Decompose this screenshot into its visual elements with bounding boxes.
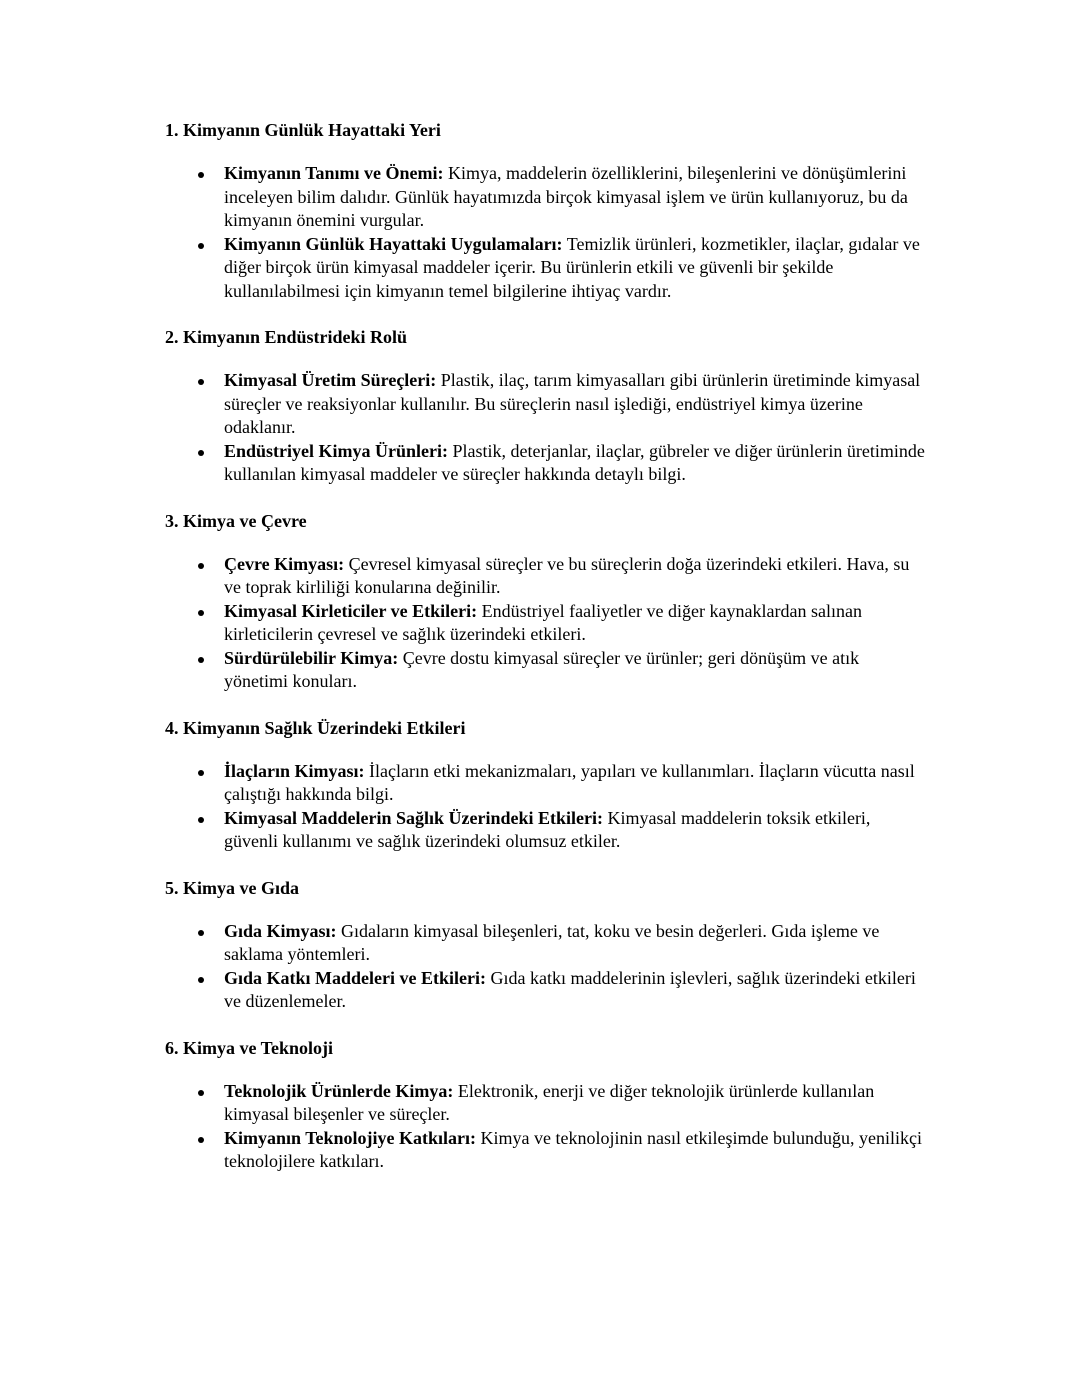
item-text: Kimya ve teknolojinin nasıl etkileşimde bulunduğu, yenilikçi teknolojilere katkıları. [224,1127,922,1171]
item-term: Kimyasal Üretim Süreçleri: [224,370,437,390]
bullet-list [165,1080,925,1174]
item-text: Çevresel kimyasal süreçler ve bu süreçlerin doğa üzerindeki etkileri. Hava, su ve toprak kirliliği konularına değinilir. [224,553,910,597]
bullet-icon [198,770,204,776]
list-item [165,440,925,487]
bullet-list [165,369,925,487]
section-heading: 1. Kimyanın Günlük Hayattaki Yeri [165,120,441,140]
item-text: Gıda katkı maddelerinin işlevleri, sağlık üzerindeki etkileri ve düzenlemeler. [224,967,916,1011]
item-text: Temizlik ürünleri, kozmetikler, ilaçlar, gıdalar ve diğer birçok ürün kimyasal maddeler içerir. Bu ürünlerin etkili ve güvenli bir şekilde kullanılabilmesi için kimyanın temel bilgilerine ihtiyaç vardır. [224,233,920,301]
section-kimyanin-gunluk-hayattaki-yeri [165,118,925,303]
bullet-icon [198,563,204,569]
item-term: Endüstriyel Kimya Ürünleri: [224,440,448,461]
section-kimya-ve-teknoloji [165,1036,925,1174]
bullet-icon [198,172,204,178]
item-term: Kimyasal Kirleticiler ve Etkileri: [224,600,478,621]
item-text: Gıdaların kimyasal bileşenleri, tat, koku ve besin değerleri. Gıda işleme ve saklama yöntemleri. [224,920,880,964]
item-text: Elektronik, enerji ve diğer teknolojik ürünlerde kullanılan kimyasal bileşenler ve süreçler. [224,1080,875,1124]
item-term: İlaçların Kimyası: [224,760,365,781]
bullet-icon [198,1090,204,1096]
item-text: Kimyasal maddelerin toksik etkileri, güvenli kullanımı ve sağlık üzerindeki olumsuz etkiler. [224,807,871,851]
list-item [165,967,925,1014]
bullet-icon [198,450,204,456]
list-item [165,760,925,807]
bullet-list [165,162,925,303]
list-item [165,553,925,600]
list-item [165,600,925,647]
section-kimyanin-saglik-uzerindeki-etkileri [165,716,925,854]
list-item [165,1127,925,1174]
item-term: Çevre Kimyası: [224,553,345,574]
item-text: Kimya, maddelerin özelliklerini, bileşenlerini ve dönüşümlerini inceleyen bilim dalıdır. Günlük hayatımızda birçok kimyasal işlem ve ürün kullanıyoruz, bu da kimyanın önemini vurgular. [224,163,908,230]
document-page [165,118,925,1196]
list-item [165,920,925,967]
bullet-list [165,760,925,854]
item-term: Kimyanın Tanımı ve Önemi: [224,163,444,183]
bullet-icon [198,657,204,663]
section-kimyanin-endustrideki-rolu [165,325,925,487]
item-term: Sürdürülebilir Kimya: [224,647,399,668]
item-term: Kimyasal Maddelerin Sağlık Üzerindeki Etkileri: [224,807,603,828]
list-item [165,647,925,694]
section-heading: 4. Kimyanın Sağlık Üzerindeki Etkileri [165,717,466,738]
item-text: İlaçların etki mekanizmaları, yapıları ve kullanımları. İlaçların vücutta nasıl çalıştığı hakkında bilgi. [224,760,915,804]
item-term: Gıda Kimyası: [224,920,337,941]
item-text: Plastik, deterjanlar, ilaçlar, gübreler ve diğer ürünlerin üretiminde kullanılan kimyasal maddeler ve süreçler hakkında detaylı bilgi. [224,440,925,484]
item-term: Gıda Katkı Maddeleri ve Etkileri: [224,967,486,988]
bullet-icon [198,977,204,983]
list-item [165,807,925,854]
bullet-icon [198,379,204,385]
bullet-icon [198,243,204,249]
item-term: Teknolojik Ürünlerde Kimya: [224,1080,454,1101]
list-item [165,233,925,304]
list-item [165,162,925,233]
section-heading: 5. Kimya ve Gıda [165,877,299,898]
bullet-icon [198,817,204,823]
section-kimya-ve-cevre [165,509,925,694]
section-heading: 2. Kimyanın Endüstrideki Rolü [165,327,408,347]
item-term: Kimyanın Günlük Hayattaki Uygulamaları: [224,233,563,254]
section-kimya-ve-gida [165,876,925,1014]
bullet-icon [198,1137,204,1143]
section-heading: 3. Kimya ve Çevre [165,510,307,531]
item-term: Kimyanın Teknolojiye Katkıları: [224,1127,477,1148]
list-item [165,369,925,440]
list-item [165,1080,925,1127]
bullet-icon [198,610,204,616]
section-heading: 6. Kimya ve Teknoloji [165,1037,334,1058]
item-text: Plastik, ilaç, tarım kimyasalları gibi ürünlerin üretiminde kimyasal süreçler ve reaksiyonlar kullanılır. Bu süreçlerin nasıl işlediği, endüstriyel kimya üzerine odaklanır. [224,370,921,437]
bullet-list [165,920,925,1014]
item-text: Çevre dostu kimyasal süreçler ve ürünler; geri dönüşüm ve atık yönetimi konuları. [224,647,860,691]
item-text: Endüstriyel faaliyetler ve diğer kaynaklardan salınan kirleticilerin çevresel ve sağlık üzerindeki etkileri. [224,600,862,644]
bullet-icon [198,930,204,936]
bullet-list [165,553,925,694]
